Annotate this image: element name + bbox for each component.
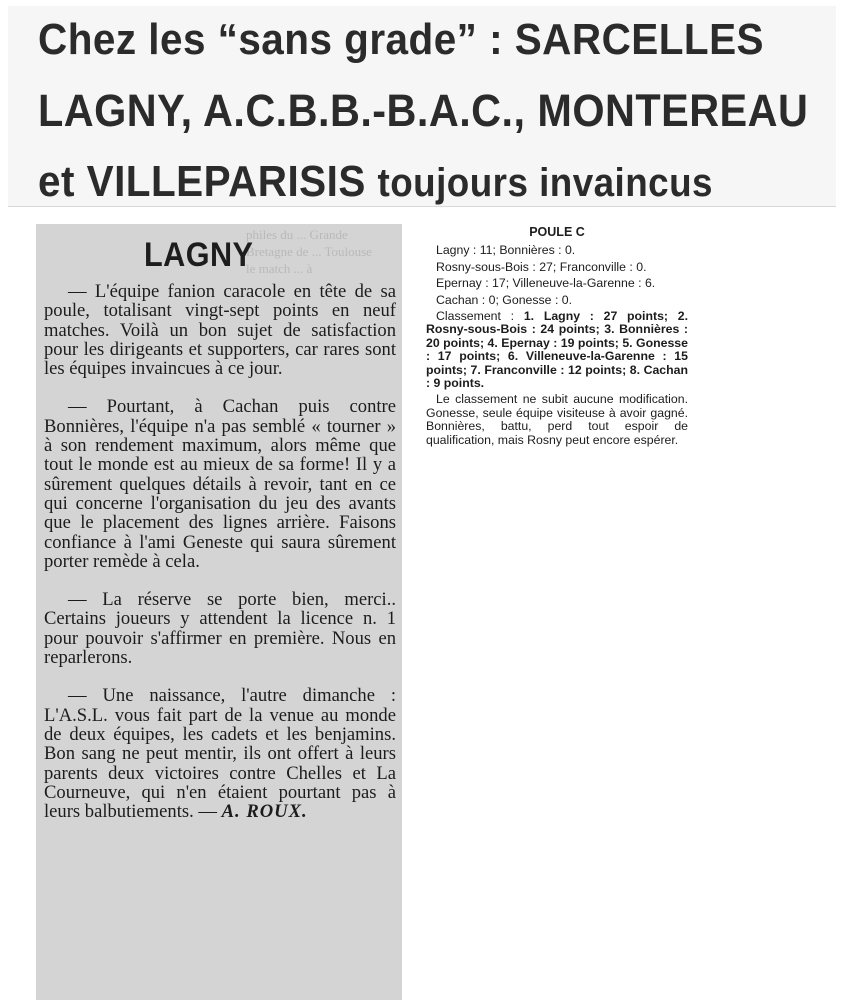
headline-line-3-prefix: et VILLEPARISIS [38,157,366,206]
lagny-paragraph-last [44,686,396,821]
standings-paragraph [426,310,688,390]
standings-text: 1. Lagny : 27 points; 2. Rosny-sous-Bois : 24 points; 3. Bonnières : 20 points; 4. Epernay : 19 points; 5. Gonesse : 17 points; 6. Villeneuve-la-Garenne : 15 points; 7. Franconville : 12 points; 8. Cachan : 9 points. [426,309,689,391]
lagny-column [36,224,402,1000]
poule-comment: Le classement ne subit aucune modification. Gonesse, seule équipe visiteuse à avoir gagné. Bonnières, battu, perd tout espoir de qualification, mais Rosny peut encore espérer. [426,392,688,447]
lagny-paragraph: — La réserve se porte bien, merci.. Certains joueurs y attendent la licence n. 1 pour pouvoir s'affirmer en première. Nous en reparlerons. [44,589,396,669]
poule-title: POULE C [529,225,585,239]
result-line: Cachan : 0; Gonesse : 0. [436,292,573,307]
result-line: Rosny-sous-Bois : 27; Franconville : 0. [436,259,647,274]
lagny-article-body [44,282,396,821]
author-signature: A. ROUX. [221,801,308,823]
poule-c-column [426,226,688,450]
lagny-paragraph-text: — Une naissance, l'autre dimanche : L'A.S.L. vous fait part de la venue au monde de deux équipes, les cadets et les benjamins. Bon sang ne peut mentir, ils ont offert à leurs parents deux victoires contre Chelles et La Courneuve, qui n'en étaient pourtant pas à leurs balbutiements. [44,685,396,823]
headline-line-3-suffix: toujours invaincus [377,161,713,205]
bleed-through-text: philes du ... Grande Bretagne de ... Toulouse le match ... à [246,227,372,276]
headline-banner [8,6,836,207]
result-line: Lagny : 11; Bonnières : 0. [436,243,576,258]
result-line: Epernay : 17; Villeneuve-la-Garenne : 6. [436,276,656,291]
headline-line-3 [38,157,713,206]
standings-lead: Classement : [436,309,515,324]
lagny-paragraph: — L'équipe fanion caracole en tête de sa poule, totalisant vingt-sept points en neuf matches. Voilà un bon sujet de satisfaction pour les dirigeants et supporters, car rares sont les équipes invaincues à ce jour. [44,281,396,380]
headline-line-1: Chez les “sans grade” : SARCELLES [38,15,765,64]
lagny-title: LAGNY [144,236,254,274]
lagny-paragraph: — Pourtant, à Cachan puis contre Bonnières, l'équipe n'a pas semblé « tourner » à son rendement maximum, alors même que tout le monde est au mieux de sa forme! Il y a sûrement quelques détails à revoir, tant en ce qui concerne l'organisation du jeu des avants que le placement des lignes arrière. Faisons confiance à l'ami Geneste qui saura sûrement porter remède à cela. [44,396,396,572]
signature-dash: — [198,801,222,823]
headline-line-2: LAGNY, A.C.B.B.-B.A.C., MONTEREAU [38,85,809,136]
